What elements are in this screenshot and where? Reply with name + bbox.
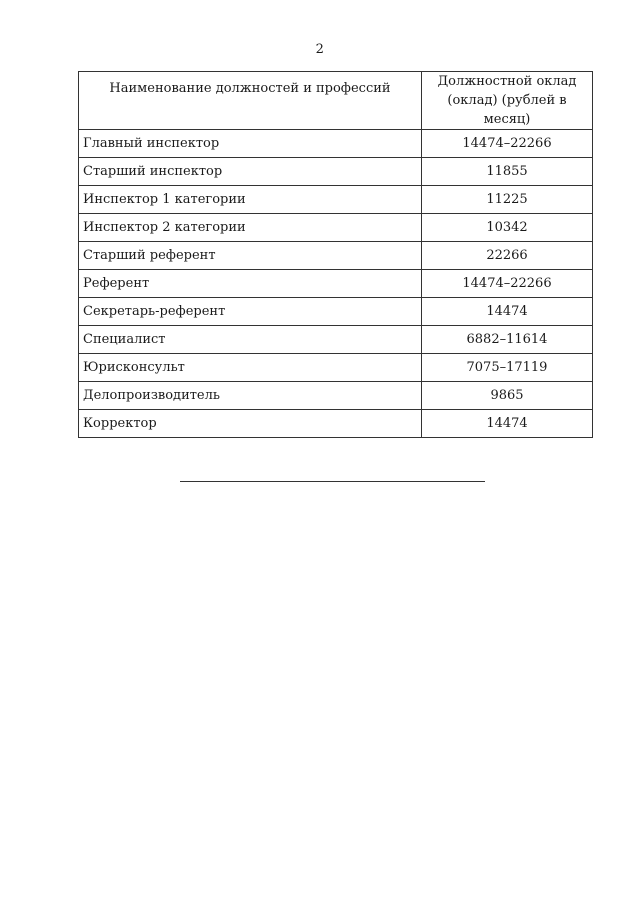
header-salary-line1: Должностной оклад [437, 74, 577, 89]
salary-table [78, 71, 593, 438]
salary-value: 6882–11614 [422, 326, 593, 354]
table-row [79, 130, 593, 158]
table-row [79, 298, 593, 326]
salary-value: 14474–22266 [422, 270, 593, 298]
table-row [79, 158, 593, 186]
position-title: Старший референт [79, 242, 422, 270]
salary-value: 11855 [422, 158, 593, 186]
table-header-row [79, 72, 593, 130]
table-row [79, 242, 593, 270]
table-row [79, 382, 593, 410]
table-row [79, 186, 593, 214]
position-title: Корректор [79, 410, 422, 438]
salary-value: 14474 [422, 410, 593, 438]
salary-value: 10342 [422, 214, 593, 242]
salary-value: 22266 [422, 242, 593, 270]
page-number: 2 [315, 42, 325, 57]
end-separator-line [180, 481, 485, 482]
position-title: Старший инспектор [79, 158, 422, 186]
salary-value: 14474–22266 [422, 130, 593, 158]
position-title: Инспектор 1 категории [79, 186, 422, 214]
table-row [79, 326, 593, 354]
table-row [79, 214, 593, 242]
position-title: Главный инспектор [79, 130, 422, 158]
header-salary-line2: (оклад) (рублей в месяц) [447, 93, 567, 127]
header-salary [422, 72, 593, 130]
position-title: Специалист [79, 326, 422, 354]
salary-value: 9865 [422, 382, 593, 410]
salary-value: 14474 [422, 298, 593, 326]
position-title: Референт [79, 270, 422, 298]
table-row [79, 410, 593, 438]
position-title: Секретарь-референт [79, 298, 422, 326]
salary-value: 7075–17119 [422, 354, 593, 382]
header-position-title: Наименование должностей и профессий [79, 72, 422, 130]
position-title: Юрисконсульт [79, 354, 422, 382]
table-row [79, 270, 593, 298]
position-title: Инспектор 2 категории [79, 214, 422, 242]
table-row [79, 354, 593, 382]
position-title: Делопроизводитель [79, 382, 422, 410]
salary-value: 11225 [422, 186, 593, 214]
